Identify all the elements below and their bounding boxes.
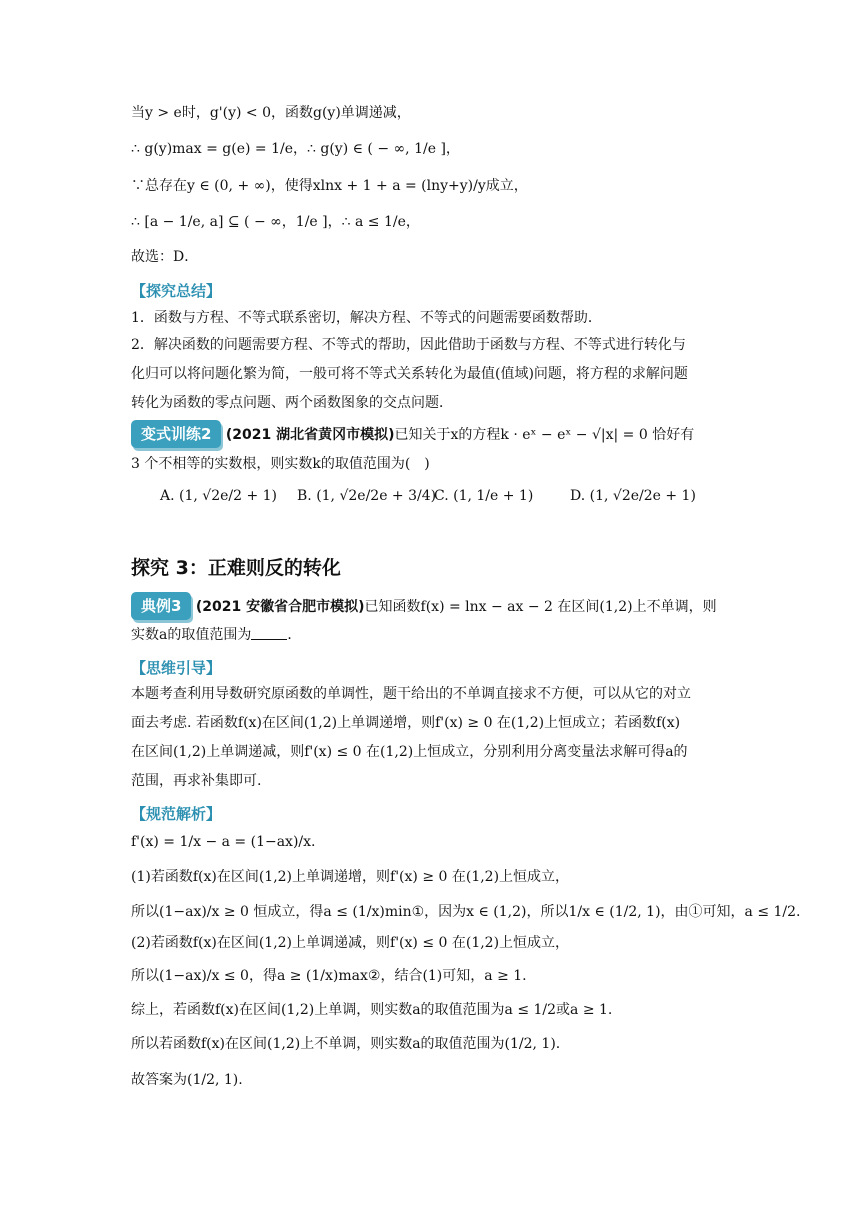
question-text: 已知函数f(x) = lnx − ax − 2 在区间(1,2)上不单调，则: [364, 599, 717, 615]
practice-badge: 变式训练2: [131, 420, 221, 448]
text-line: f'(x) = 1/x − a = (1−ax)/x.: [131, 834, 316, 850]
text-line: 范围，再求补集即可.: [131, 773, 262, 789]
text-line: ∵总存在y ∈ (0, + ∞)，使得xlnx + 1 + a = (lny+y)/y成立，: [131, 178, 528, 194]
text-line: 当y > e时，g'(y) < 0，函数g(y)单调递减，: [131, 105, 411, 121]
text-line: 1．函数与方程、不等式联系密切，解决方程、不等式的问题需要函数帮助．: [131, 310, 602, 326]
text-line: 故答案为(1/2, 1).: [131, 1072, 243, 1088]
text-line: (1)若函数f(x)在区间(1,2)上单调递增，则f'(x) ≥ 0 在(1,2)上恒成立，: [131, 869, 570, 885]
text-line: 在区间(1,2)上单调递减，则f'(x) ≤ 0 在(1,2)上恒成立，分别利用分离变量法求解可得a的: [131, 744, 688, 760]
section-heading-thinking: 【思维引导】: [131, 659, 222, 677]
example-question: [131, 592, 717, 620]
question-text: ．: [287, 627, 302, 643]
option-b: B. (1, √2e/2e + 3/4): [297, 488, 437, 504]
text-line: 本题考查利用导数研究原函数的单调性，题干给出的不单调直接求不方便，可以从它的对立: [131, 686, 691, 702]
text-line: 3 个不相等的实数根，则实数k的取值范围为( ): [131, 456, 430, 472]
text-line: 2．解决函数的问题需要方程、不等式的帮助，因此借助于函数与方程、不等式进行转化与: [131, 337, 686, 353]
text-line: 故选：D．: [131, 249, 199, 265]
question-text: 实数a的取值范围为: [131, 627, 252, 643]
option-c: C. (1, 1/e + 1): [434, 488, 534, 504]
text-line: 所以(1−ax)/x ≥ 0 恒成立，得a ≤ (1/x)min①，因为x ∈ (1,2)，所以1/x ∈ (1/2, 1)，由①可知，a ≤ 1/2.: [131, 904, 801, 920]
option-d: D. (1, √2e/2e + 1): [570, 488, 696, 504]
text-line: [131, 625, 301, 645]
text-line: ∴ [a − 1/e, a] ⊆ ( − ∞，1/e ]，∴ a ≤ 1/e，: [131, 214, 420, 230]
section-heading-solution: 【规范解析】: [131, 805, 222, 823]
question-text: 已知关于x的方程k · eˣ − eˣ − √|x| = 0 恰好有: [394, 427, 695, 443]
practice-question: [131, 420, 694, 448]
option-a: A. (1, √2e/2 + 1): [160, 488, 278, 504]
text-line: (2)若函数f(x)在区间(1,2)上单调递减，则f'(x) ≤ 0 在(1,2)上恒成立，: [131, 935, 570, 951]
example-badge: 典例3: [131, 592, 191, 620]
question-source: (2021 湖北省黄冈市模拟): [225, 427, 395, 443]
section-heading-summary: 【探究总结】: [131, 282, 222, 300]
text-line: 化归可以将问题化繁为简，一般可将不等式关系转化为最值(值域)问题，将方程的求解问题: [131, 366, 688, 382]
text-line: ∴ g(y)max = g(e) = 1/e，∴ g(y) ∈ ( − ∞, 1/e ]，: [131, 141, 460, 157]
text-line: 综上，若函数f(x)在区间(1,2)上单调，则实数a的取值范围为a ≤ 1/2或a ≥ 1.: [131, 1002, 613, 1018]
question-source: (2021 安徽省合肥市模拟): [195, 599, 365, 615]
answer-blank: [251, 627, 287, 640]
text-line: 面去考虑. 若函数f(x)在区间(1,2)上单调递增，则f'(x) ≥ 0 在(1,2)上恒成立；若函数f(x): [131, 715, 681, 731]
explore-title: 探究 3：正难则反的转化: [131, 557, 341, 579]
text-line: 转化为函数的零点问题、两个函数图象的交点问题．: [131, 395, 453, 411]
text-line: 所以若函数f(x)在区间(1,2)上不单调，则实数a的取值范围为(1/2, 1).: [131, 1036, 561, 1052]
text-line: 所以(1−ax)/x ≤ 0，得a ≥ (1/x)max②，结合(1)可知，a ≥ 1.: [131, 968, 527, 984]
